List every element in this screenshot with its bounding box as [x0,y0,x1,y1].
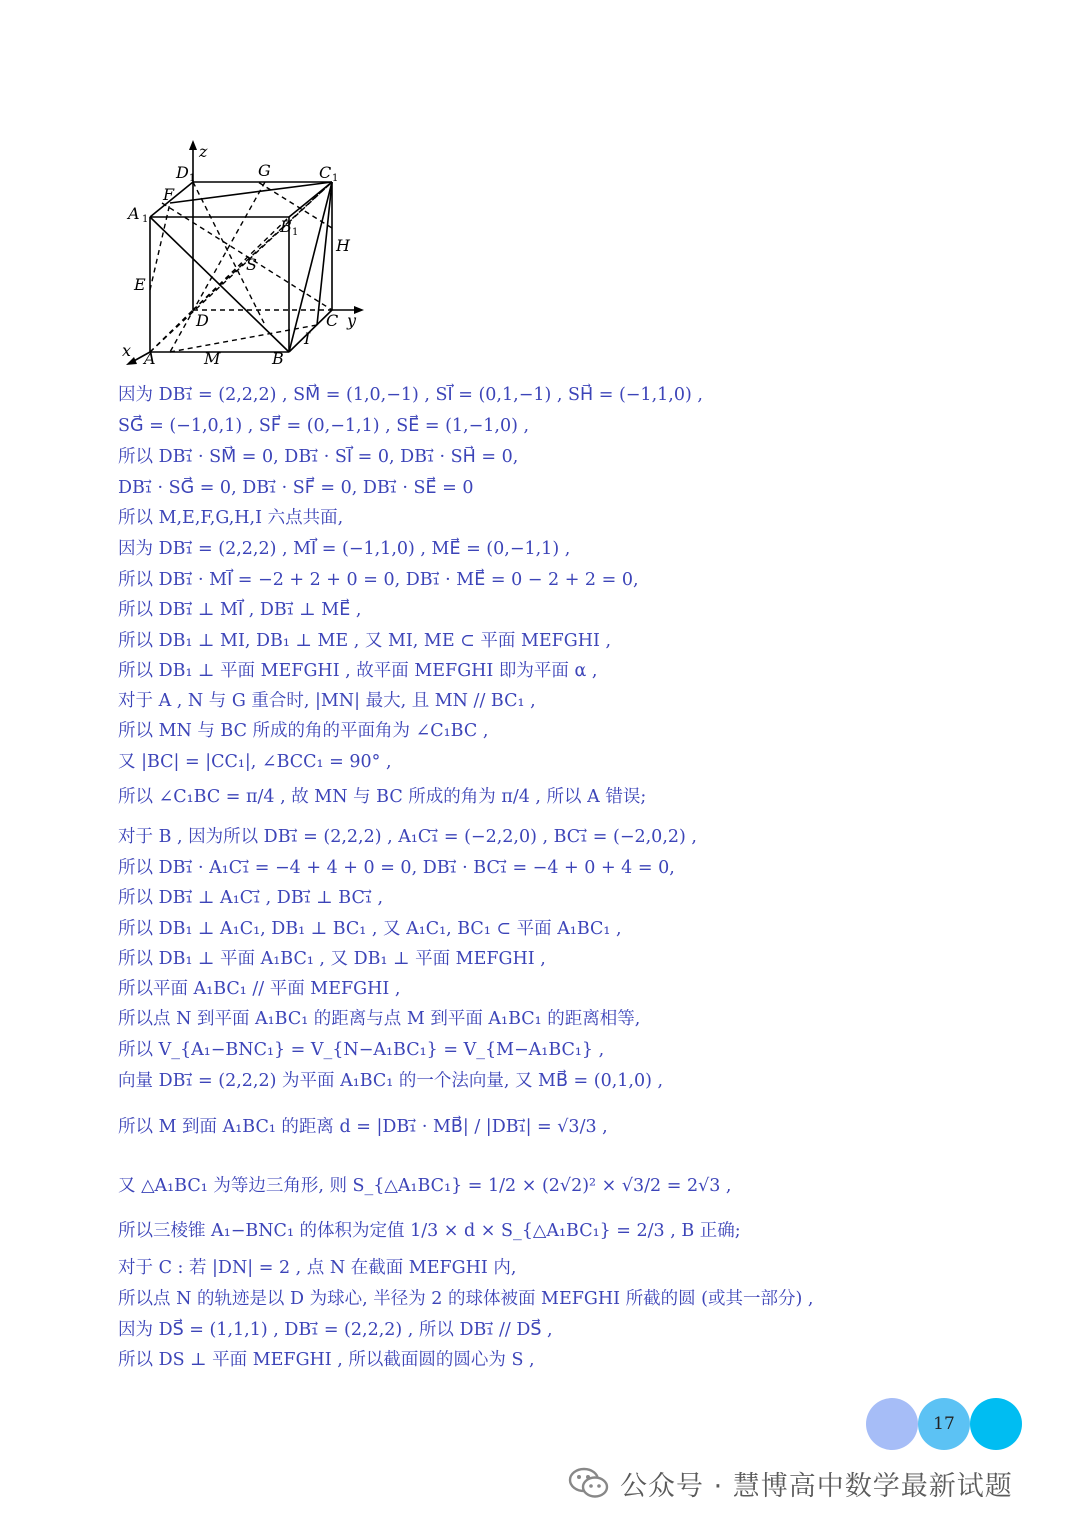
label-b1: B [280,217,292,236]
cube-figure [118,140,378,372]
text-line: 所以 V_{A₁−BNC₁} = V_{N−A₁BC₁} = V_{M−A₁BC₁} , [118,1040,605,1060]
page-number-badge [866,1398,1026,1450]
label-b: B [272,349,284,368]
label-f: F [163,185,175,204]
label-g: G [258,161,271,180]
text-line: 所以 DB₁ ⊥ 平面 A₁BC₁ , 又 DB₁ ⊥ 平面 MEFGHI , [118,949,546,969]
text-line: 所以 DB₁ ⊥ 平面 MEFGHI , 故平面 MEFGHI 即为平面 α , [118,661,598,681]
sub-c1: 1 [332,173,339,184]
label-y: y [347,311,357,330]
text-line: 所以点 N 到平面 A₁BC₁ 的距离与点 M 到平面 A₁BC₁ 的距离相等, [118,1009,641,1029]
label-d1: D [176,163,189,182]
text-line: 又 △A₁BC₁ 为等边三角形, 则 S_{△A₁BC₁} = 1/2 × (2√2)² × √3/2 = 2√3 , [118,1176,732,1196]
text-line: 所以 DB₁⃗ · A₁C₁⃗ = −4 + 4 + 0 = 0, DB₁⃗ · BC₁⃗ = −4 + 0 + 4 = 0, [118,858,675,878]
text-line: 所以点 N 的轨迹是以 D 为球心, 半径为 2 的球体被面 MEFGHI 所截的圆 (或其一部分) , [118,1289,814,1309]
label-h: H [336,236,350,255]
text-line: 所以 DB₁⃗ · MI⃗ = −2 + 2 + 0 = 0, DB₁⃗ · ME⃗ = 0 − 2 + 2 = 0, [118,570,639,590]
sub-d1: 1 [189,173,196,184]
text-line: 因为 DB₁⃗ = (2,2,2) , SM⃗ = (1,0,−1) , SI⃗ = (0,1,−1) , SH⃗ = (−1,1,0) , [118,385,703,405]
text-line: 所以 M 到面 A₁BC₁ 的距离 d = |DB₁⃗ · MB⃗| / |DB₁⃗| = √3/3 , [118,1117,608,1137]
text-line: 所以 DB₁⃗ · SM⃗ = 0, DB₁⃗ · SI⃗ = 0, DB₁⃗ · SH⃗ = 0, [118,447,519,467]
text-line: 所以 ∠C₁BC = π/4 , 故 MN 与 BC 所成的角为 π/4 , 所以 A 错误; [118,787,647,807]
footer-text: 公众号 · 慧博高中数学最新试题 [620,1470,1013,1502]
badge-circle-left [866,1398,918,1450]
text-line: SG⃗ = (−1,0,1) , SF⃗ = (0,−1,1) , SE⃗ = (1,−1,0) , [118,416,530,436]
label-x: x [122,341,132,360]
text-line: 所以 DS ⊥ 平面 MEFGHI , 所以截面圆的圆心为 S , [118,1350,535,1370]
text-line: DB₁⃗ · SG⃗ = 0, DB₁⃗ · SF⃗ = 0, DB₁⃗ · SE⃗ = 0 [118,478,474,498]
label-m: M [204,349,221,368]
text-line: 因为 DS⃗ = (1,1,1) , DB₁⃗ = (2,2,2) , 所以 DB₁⃗ // DS⃗ , [118,1320,553,1340]
label-a: A [144,349,156,368]
label-c: C [326,311,339,330]
text-line: 所以平面 A₁BC₁ // 平面 MEFGHI , [118,979,401,999]
label-s: S [246,255,257,274]
badge-circle-right [970,1398,1022,1450]
text-line: 对于 B , 因为所以 DB₁⃗ = (2,2,2) , A₁C₁⃗ = (−2,2,0) , BC₁⃗ = (−2,0,2) , [118,827,697,847]
sub-b1: 1 [292,227,299,238]
text-line: 所以 DB₁ ⊥ MI, DB₁ ⊥ ME , 又 MI, ME ⊂ 平面 MEFGHI , [118,631,612,651]
label-c1: C [319,163,332,182]
label-e: E [134,275,146,294]
text-line: 所以 M,E,F,G,H,I 六点共面, [118,508,344,528]
text-line: 所以 DB₁ ⊥ A₁C₁, DB₁ ⊥ BC₁ , 又 A₁C₁, BC₁ ⊂ 平面 A₁BC₁ , [118,919,622,939]
wechat-icon [568,1466,610,1500]
text-line: 所以三棱锥 A₁−BNC₁ 的体积为定值 1/3 × d × S_{△A₁BC₁} = 2/3 , B 正确; [118,1221,741,1241]
label-z: z [199,142,208,161]
text-line: 对于 C : 若 |DN| = 2 , 点 N 在截面 MEFGHI 内, [118,1258,517,1278]
text-line: 所以 DB₁⃗ ⊥ A₁C₁⃗ , DB₁⃗ ⊥ BC₁⃗ , [118,888,384,908]
text-line: 又 |BC| = |CC₁|, ∠BCC₁ = 90° , [118,752,392,772]
text-line: 所以 DB₁⃗ ⊥ MI⃗ , DB₁⃗ ⊥ ME⃗ , [118,600,362,620]
text-line: 对于 A , N 与 G 重合时, |MN| 最大, 且 MN // BC₁ , [118,691,536,711]
sub-a1: 1 [142,214,149,225]
page-number: 17 [933,1414,955,1434]
footer-watermark [568,1460,1013,1506]
text-line: 因为 DB₁⃗ = (2,2,2) , MI⃗ = (−1,1,0) , ME⃗ = (0,−1,1) , [118,539,571,559]
label-i: I [304,329,311,348]
label-d: D [196,311,209,330]
text-line: 向量 DB₁⃗ = (2,2,2) 为平面 A₁BC₁ 的一个法向量, 又 MB⃗ = (0,1,0) , [118,1071,664,1091]
text-line: 所以 MN 与 BC 所成的角的平面角为 ∠C₁BC , [118,721,489,741]
label-a1: A [128,204,140,223]
